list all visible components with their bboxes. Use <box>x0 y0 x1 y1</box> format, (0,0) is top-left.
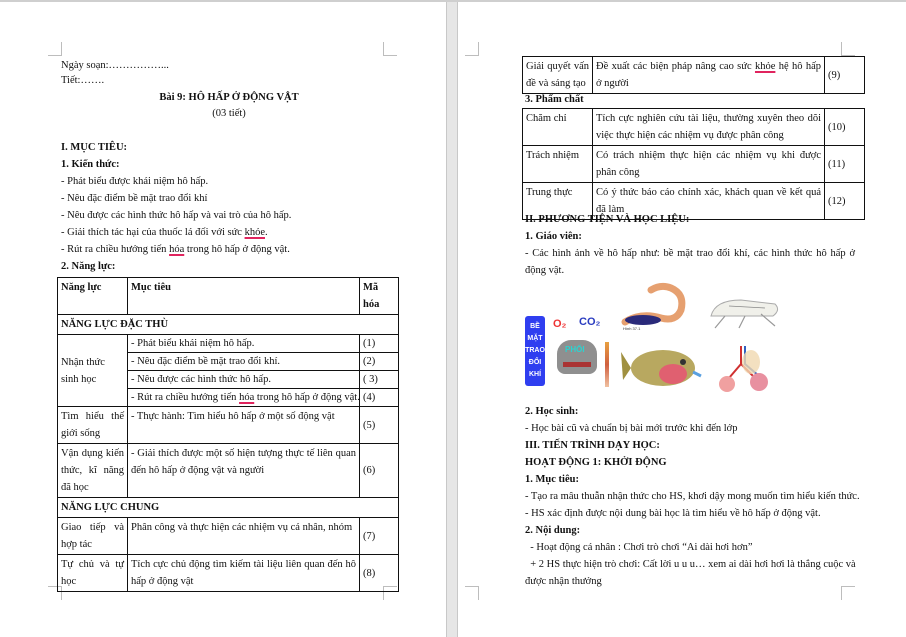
objective-cell: - Nêu được các hình thức hô hấp. <box>128 371 360 389</box>
section-heading-process: III. TIẾN TRÌNH DẠY HỌC: <box>525 440 660 451</box>
earthworm-icon <box>621 282 701 332</box>
objective-heading: 1. Mục tiêu: <box>525 474 579 485</box>
trachea-icon <box>605 342 609 387</box>
knowledge-item <box>61 243 290 256</box>
competence-table <box>57 277 399 592</box>
badge-text: KHÍ <box>528 371 542 378</box>
objective-text: hệ hô hấp ở người <box>596 61 821 89</box>
knowledge-text: . <box>264 227 268 238</box>
document-page-2[interactable] <box>457 2 906 637</box>
objective-cell: - Giải thích được một số hiện tượng thực tế liên quan đến hô hấp ở động vật và người <box>128 444 360 498</box>
margin-corner-mark <box>383 42 397 56</box>
objective-text: trong hô hấp ở động vật. <box>254 392 360 403</box>
code-cell: (12) <box>825 183 865 220</box>
human-lung-diagram-icon <box>711 338 781 398</box>
table-row <box>58 444 399 498</box>
spelling-flagged-word[interactable]: hóa <box>169 244 185 255</box>
code-cell: (7) <box>360 518 399 555</box>
objective-cell: Phân công và thực hiện các nhiệm vụ cá nhân, nhóm <box>128 518 360 555</box>
code-cell: (4) <box>360 389 399 407</box>
objective-cell <box>593 57 825 94</box>
margin-corner-mark <box>465 586 479 600</box>
competence-cell: Vận dụng kiến thức, kĩ năng đã học <box>58 444 128 498</box>
content-item: - Hoạt động cá nhân : Chơi trò chơi “Ai dài hơi hơn” <box>525 542 753 553</box>
lung-base <box>563 362 591 367</box>
code-cell: (11) <box>825 146 865 183</box>
quality-name: Chăm chỉ <box>523 109 593 146</box>
badge-text: MẶT <box>527 335 543 342</box>
group-label: NĂNG LỰC ĐẶC THÙ <box>58 315 399 335</box>
lung-label: PHỔI <box>565 345 585 354</box>
lesson-title: Bài 9: HÔ HẤP Ở ĐỘNG VẬT <box>159 92 299 103</box>
code-cell: (6) <box>360 444 399 498</box>
spelling-flagged-word[interactable]: hóa <box>239 392 255 403</box>
competence-heading: 2. Năng lực: <box>61 261 116 272</box>
date-line: Ngày soạn:……………... <box>61 60 169 71</box>
period-line: Tiết:……. <box>61 75 105 86</box>
code-cell: (1) <box>360 335 399 353</box>
content-item: được nhận thưởng <box>525 576 602 587</box>
code-cell: (8) <box>360 555 399 592</box>
competence-cell: Nhận thức sinh học <box>58 335 128 407</box>
grasshopper-icon <box>705 286 785 330</box>
objective-cell: - Thực hành: Tìm hiểu hô hấp ở một số động vật <box>128 407 360 444</box>
objective-item: - HS xác định được nội dung bài học là tìm hiểu về hô hấp ở động vật. <box>525 508 821 519</box>
section-heading-materials: II. PHƯƠNG TIỆN VÀ HỌC LIỆU: <box>525 214 690 225</box>
quality-desc: Tích cực nghiên cứu tài liệu, thường xuyên theo dõi việc thực hiện các nhiệm vụ được phân công <box>593 109 825 146</box>
quality-desc: Có ý thức báo cáo chính xác, khách quan về kết quả đã làm <box>593 183 825 220</box>
code-cell: ( 3) <box>360 371 399 389</box>
student-materials-text: - Học bài cũ và chuẩn bị bài mới trước khi đến lớp <box>525 423 738 434</box>
code-cell: (10) <box>825 109 865 146</box>
worm-caption: Hình 37.1 <box>623 326 641 331</box>
objective-item: - Tạo ra mâu thuẫn nhận thức cho HS, khơi dậy mong muốn tìm hiểu kiến thức. <box>525 491 860 502</box>
quality-desc: Có trách nhiệm thực hiện các nhiệm vụ khi được phân công <box>593 146 825 183</box>
objective-cell: - Nêu đặc điểm bề mặt trao đổi khí. <box>128 353 360 371</box>
header-cell: Mã hóa <box>360 278 399 315</box>
teacher-heading: 1. Giáo viên: <box>525 231 582 242</box>
section-heading-objectives: I. MỤC TIÊU: <box>61 142 128 153</box>
content-heading: 2. Nội dung: <box>525 525 581 536</box>
table-row <box>523 57 865 94</box>
margin-corner-mark <box>841 586 855 600</box>
respiration-illustration[interactable] <box>525 282 815 400</box>
badge-text: ĐỔI <box>528 359 542 366</box>
knowledge-heading: 1. Kiến thức: <box>61 159 120 170</box>
table-row <box>58 335 399 353</box>
qualities-heading: 3. Phẩm chất <box>525 94 584 105</box>
o2-label: O₂ <box>553 318 567 330</box>
knowledge-text: - Rút ra chiều hướng tiến <box>61 244 170 255</box>
objective-cell <box>128 389 360 407</box>
knowledge-text: trong hô hấp ở động vật. <box>184 244 290 255</box>
qualities-table <box>522 108 865 220</box>
knowledge-item: - Phát biểu được khái niệm hô hấp. <box>61 176 209 187</box>
content-item: + 2 HS thực hiện trò chơi: Cất lời u u u… xem ai dài hơi hơi là thắng cuộc và <box>525 559 856 570</box>
knowledge-item: - Nêu được các hình thức hô hấp và vai trò của hô hấp. <box>61 210 292 221</box>
margin-corner-mark <box>465 42 479 56</box>
document-page-1[interactable] <box>0 2 447 637</box>
student-heading: 2. Học sinh: <box>525 406 579 417</box>
teacher-materials-text: động vật. <box>525 265 565 276</box>
table-row <box>58 407 399 444</box>
quality-name: Trung thực <box>523 183 593 220</box>
competence-cell: Tìm hiểu thế giới sống <box>58 407 128 444</box>
competence-cell: Giao tiếp và hợp tác <box>58 518 128 555</box>
co2-label: CO₂ <box>579 316 601 328</box>
objective-text: Đề xuất các biện pháp nâng cao sức <box>596 61 755 72</box>
quality-name: Trách nhiệm <box>523 146 593 183</box>
code-cell: (5) <box>360 407 399 444</box>
lesson-duration: (03 tiết) <box>212 108 246 119</box>
margin-corner-mark <box>48 42 62 56</box>
teacher-materials-text: - Các hình ảnh về hô hấp như: bề mặt trao đổi khí, các hình thức hô hấp ở <box>525 248 855 259</box>
table-group-row <box>58 498 399 518</box>
table-row <box>523 109 865 146</box>
header-cell: Năng lực <box>58 278 128 315</box>
gas-exchange-badge <box>525 316 545 386</box>
activity-heading: HOẠT ĐỘNG 1: KHỞI ĐỘNG <box>525 457 667 468</box>
badge-text: BỀ <box>530 323 540 330</box>
badge-text: TRAO <box>525 347 545 354</box>
table-row <box>523 146 865 183</box>
spelling-flagged-word[interactable]: khỏe <box>244 227 265 238</box>
code-cell: (9) <box>825 57 865 94</box>
objective-cell: - Phát biểu khái niệm hô hấp. <box>128 335 360 353</box>
lung-icon <box>557 340 597 374</box>
knowledge-item: - Nêu đặc điểm bề mặt trao đổi khí <box>61 193 208 204</box>
fish-icon <box>621 340 703 398</box>
table-row <box>58 555 399 592</box>
table-group-row <box>58 315 399 335</box>
objective-cell: Tích cực chủ động tìm kiếm tài liệu liên quan đến hô hấp ở động vật <box>128 555 360 592</box>
spelling-flagged-word[interactable]: khỏe <box>754 61 776 72</box>
competence-cell: Giải quyết vấn đề và sáng tạo <box>523 57 593 94</box>
knowledge-text: - Giải thích tác hại của thuốc lá đối với sức <box>61 227 245 238</box>
table-header-row <box>58 278 399 315</box>
table-row <box>58 518 399 555</box>
objective-text: - Rút ra chiều hướng tiến <box>131 392 240 403</box>
knowledge-item <box>61 226 268 239</box>
header-cell: Mục tiêu <box>128 278 360 315</box>
competence-cell: Tự chủ và tự học <box>58 555 128 592</box>
group-label: NĂNG LỰC CHUNG <box>58 498 399 518</box>
code-cell: (2) <box>360 353 399 371</box>
competence-table-continued <box>522 56 865 94</box>
margin-corner-mark <box>841 42 855 56</box>
